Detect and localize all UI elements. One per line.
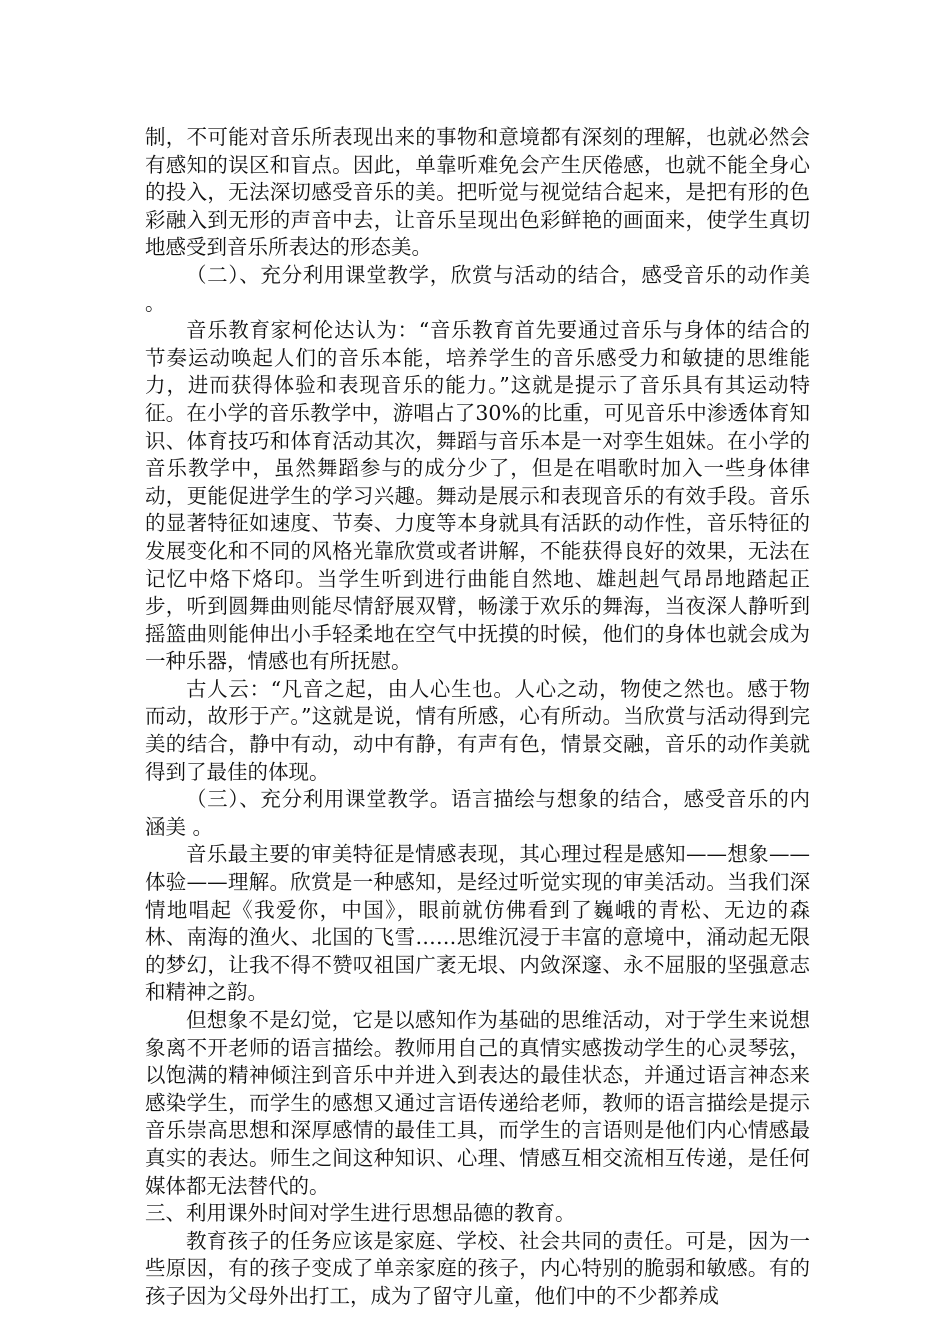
section-heading-3: （三）、充分利用课堂教学。语言描绘与想象的结合，感受音乐的内涵美 。 [145, 787, 810, 839]
body-paragraph: 音乐教育家柯伦达认为：“音乐教育首先要通过音乐与身体的结合的节奏运动唤起人们的音乐本能，培养学生的音乐感受力和敏捷的思维能力，进而获得体验和表现音乐的能力。”这就是提示了音乐具有其运动特征。在小学的音乐教学中，游唱占了30%的比重，可见音乐中渗透体育知识、体育技巧和体育活动其次，舞蹈与音乐本是一对孪生姐妹。在小学的音乐教学中，虽然舞蹈参与的成分少了，但是在唱歌时加入一些身体律动，更能促进学生的学习兴趣。舞动是展示和表现音乐的有效手段。音乐的显著特征如速度、节奏、力度等本身就具有活跃的动作性，音乐特征的发展变化和不同的风格光靠欣赏或者讲解，不能获得良好的效果，无法在记忆中烙下烙印。当学生听到进行曲能自然地、雄赳赳气昂昂地踏起正步，听到圆舞曲则能尽情舒展双臂，畅漾于欢乐的舞海，当夜深人静听到摇篮曲则能伸出小手轻柔地在空气中抚摸的时候，他们的身体也就会成为一种乐器，情感也有所抚慰。 [145, 318, 810, 674]
body-paragraph: 音乐最主要的审美特征是情感表现，其心理过程是感知——想象——体验——理解。欣赏是一种感知，是经过听觉实现的审美活动。当我们深情地唱起《我爱你，中国》，眼前就仿佛看到了巍峨的青松、无边的森林、南海的渔火、北国的飞雪……思维沉浸于丰富的意境中，涌动起无限的梦幻，让我不得不赞叹祖国广袤无垠、内敛深邃、永不屈服的坚强意志和精神之韵。 [145, 842, 810, 1005]
chapter-heading-3: 三、利用课外时间对学生进行思想品德的教育。 [145, 1201, 576, 1226]
body-paragraph-continued: 制，不可能对音乐所表现出来的事物和意境都有深刻的理解，也就必然会有感知的误区和盲点。因此，单靠听难免会产生厌倦感，也就不能全身心的投入，无法深切感受音乐的美。把听觉与视觉结合起来，是把有形的色彩融入到无形的声音中去，让音乐呈现出色彩鲜艳的画面来，使学生真切地感受到音乐所表达的形态美。 [145, 125, 810, 260]
section-heading-2: （二）、充分利用课堂教学，欣赏与活动的结合，感受音乐的动作美 。 [145, 262, 810, 315]
body-paragraph: 古人云：“凡音之起，由人心生也。人心之动，物使之然也。感于物而动，故形于产。”这就是说，情有所感，心有所动。当欣赏与活动得到完美的结合，静中有动，动中有静，有声有色，情景交融，音乐的动作美就得到了最佳的体现。 [145, 676, 810, 784]
body-paragraph: 但想象不是幻觉，它是以感知作为基础的思维活动，对于学生来说想象离不开老师的语言描绘。教师用自己的真情实感拨动学生的心灵琴弦，以饱满的精神倾注到音乐中并进入到表达的最佳状态，并通过语言神态来感染学生，而学生的感想又通过言语传递给老师，教师的语言描绘是提示音乐崇高思想和深厚感情的最佳工具，而学生的言语则是他们内心情感最真实的表达。师生之间这种知识、心理、情感互相交流相互传递，是任何媒体都无法替代的。 [145, 1008, 810, 1198]
document-page [145, 124, 810, 1311]
body-paragraph: 教育孩子的任务应该是家庭、学校、社会共同的责任。可是，因为一些原因，有的孩子变成了单亲家庭的孩子，内心特别的脆弱和敏感。有的孩子因为父母外出打工，成为了留守儿童，他们中的不少都养成 [145, 1228, 810, 1308]
